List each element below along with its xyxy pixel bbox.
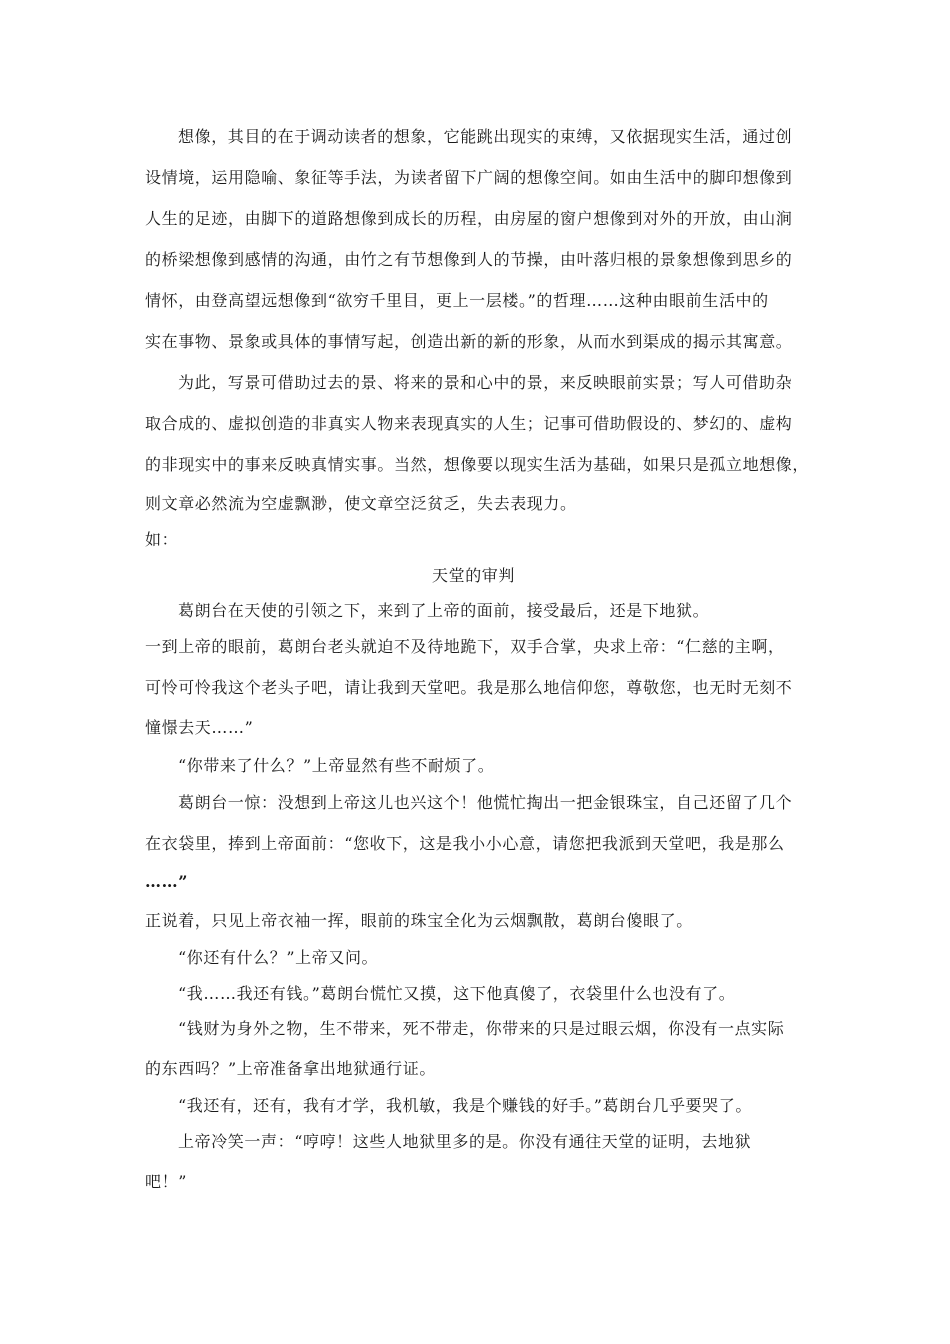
paragraph-line: 想像，其目的在于调动读者的想象，它能跳出现实的束缚，又依据现实生活，通过创 — [178, 127, 793, 146]
story-line: “你带来了什么？”上帝显然有些不耐烦了。 — [178, 756, 495, 775]
story-line: 憧憬去天……” — [145, 718, 254, 737]
paragraph-line: 设情境，运用隐喻、象征等手法，为读者留下广阔的想像空间。如由生活中的脚印想像到 — [145, 168, 793, 187]
paragraph-line: 的非现实中的事来反映真情实事。当然，想像要以现实生活为基础，如果只是孤立地想像， — [145, 455, 810, 474]
paragraph-line: 人生的足迹，由脚下的道路想像到成长的历程，由房屋的窗户想像到对外的开放，由山涧 — [145, 209, 793, 228]
story-line: 正说着，只见上帝衣袖一挥，眼前的珠宝全化为云烟飘散，葛朗台傻眼了。 — [145, 911, 693, 930]
paragraph-line: 为此，写景可借助过去的景、将来的景和心中的景，来反映眼前实景；写人可借助杂 — [178, 373, 793, 392]
paragraph-line: 取合成的、虚拟创造的非真实人物来表现真实的人生；记事可借助假设的、梦幻的、虚构 — [145, 414, 793, 433]
story-line: 可怜可怜我这个老头子吧，请让我到天堂吧。我是那么地信仰您，尊敬您，也无时无刻不 — [145, 678, 793, 697]
example-label: 如： — [145, 530, 179, 549]
story-line: 的东西吗？”上帝准备拿出地狱通行证。 — [145, 1059, 436, 1078]
story-line: “钱财为身外之物，生不带来，死不带走，你带来的只是过眼云烟，你没有一点实际 — [178, 1019, 785, 1038]
story-line: 葛朗台在天使的引领之下，来到了上帝的面前，接受最后，还是下地狱。 — [178, 601, 710, 620]
story-line: “我……我还有钱。”葛朗台慌忙又摸，这下他真傻了，衣袋里什么也没有了。 — [178, 984, 736, 1003]
story-line: “我还有，还有，我有才学，我机敏，我是个赚钱的好手。”葛朗台几乎要哭了。 — [178, 1096, 752, 1115]
paragraph-line: 情怀，由登高望远想像到“欲穷千里目，更上一层楼。”的哲理……这种由眼前生活中的 — [145, 291, 769, 310]
story-line: 在衣袋里，捧到上帝面前：“您收下，这是我小小心意，请您把我派到天堂吧，我是那么 — [145, 834, 785, 853]
story-title: 天堂的审判 — [432, 566, 516, 585]
story-line: 吧！” — [145, 1172, 187, 1191]
story-line: 葛朗台一惊：没想到上帝这儿也兴这个！他慌忙掏出一把金银珠宝，自己还留了几个 — [178, 793, 793, 812]
story-line: “你还有什么？”上帝又问。 — [178, 948, 379, 967]
paragraph-line: 实在事物、景象或具体的事情写起，创造出新的新的形象，从而水到渠成的揭示其寓意。 — [145, 332, 793, 351]
story-line: 一到上帝的眼前，葛朗台老头就迫不及待地跪下，双手合掌，央求上帝：“仁慈的主啊， — [145, 637, 785, 656]
story-line: 上帝冷笑一声：“哼哼！这些人地狱里多的是。你没有通往天堂的证明，去地狱 — [178, 1132, 752, 1151]
paragraph-line: 的桥梁想像到感情的沟通，由竹之有节想像到人的节操，由叶落归根的景象想像到思乡的 — [145, 250, 793, 269]
paragraph-line: 则文章必然流为空虚飘渺，使文章空泛贫乏，失去表现力。 — [145, 494, 577, 513]
story-line: ……” — [145, 872, 189, 891]
